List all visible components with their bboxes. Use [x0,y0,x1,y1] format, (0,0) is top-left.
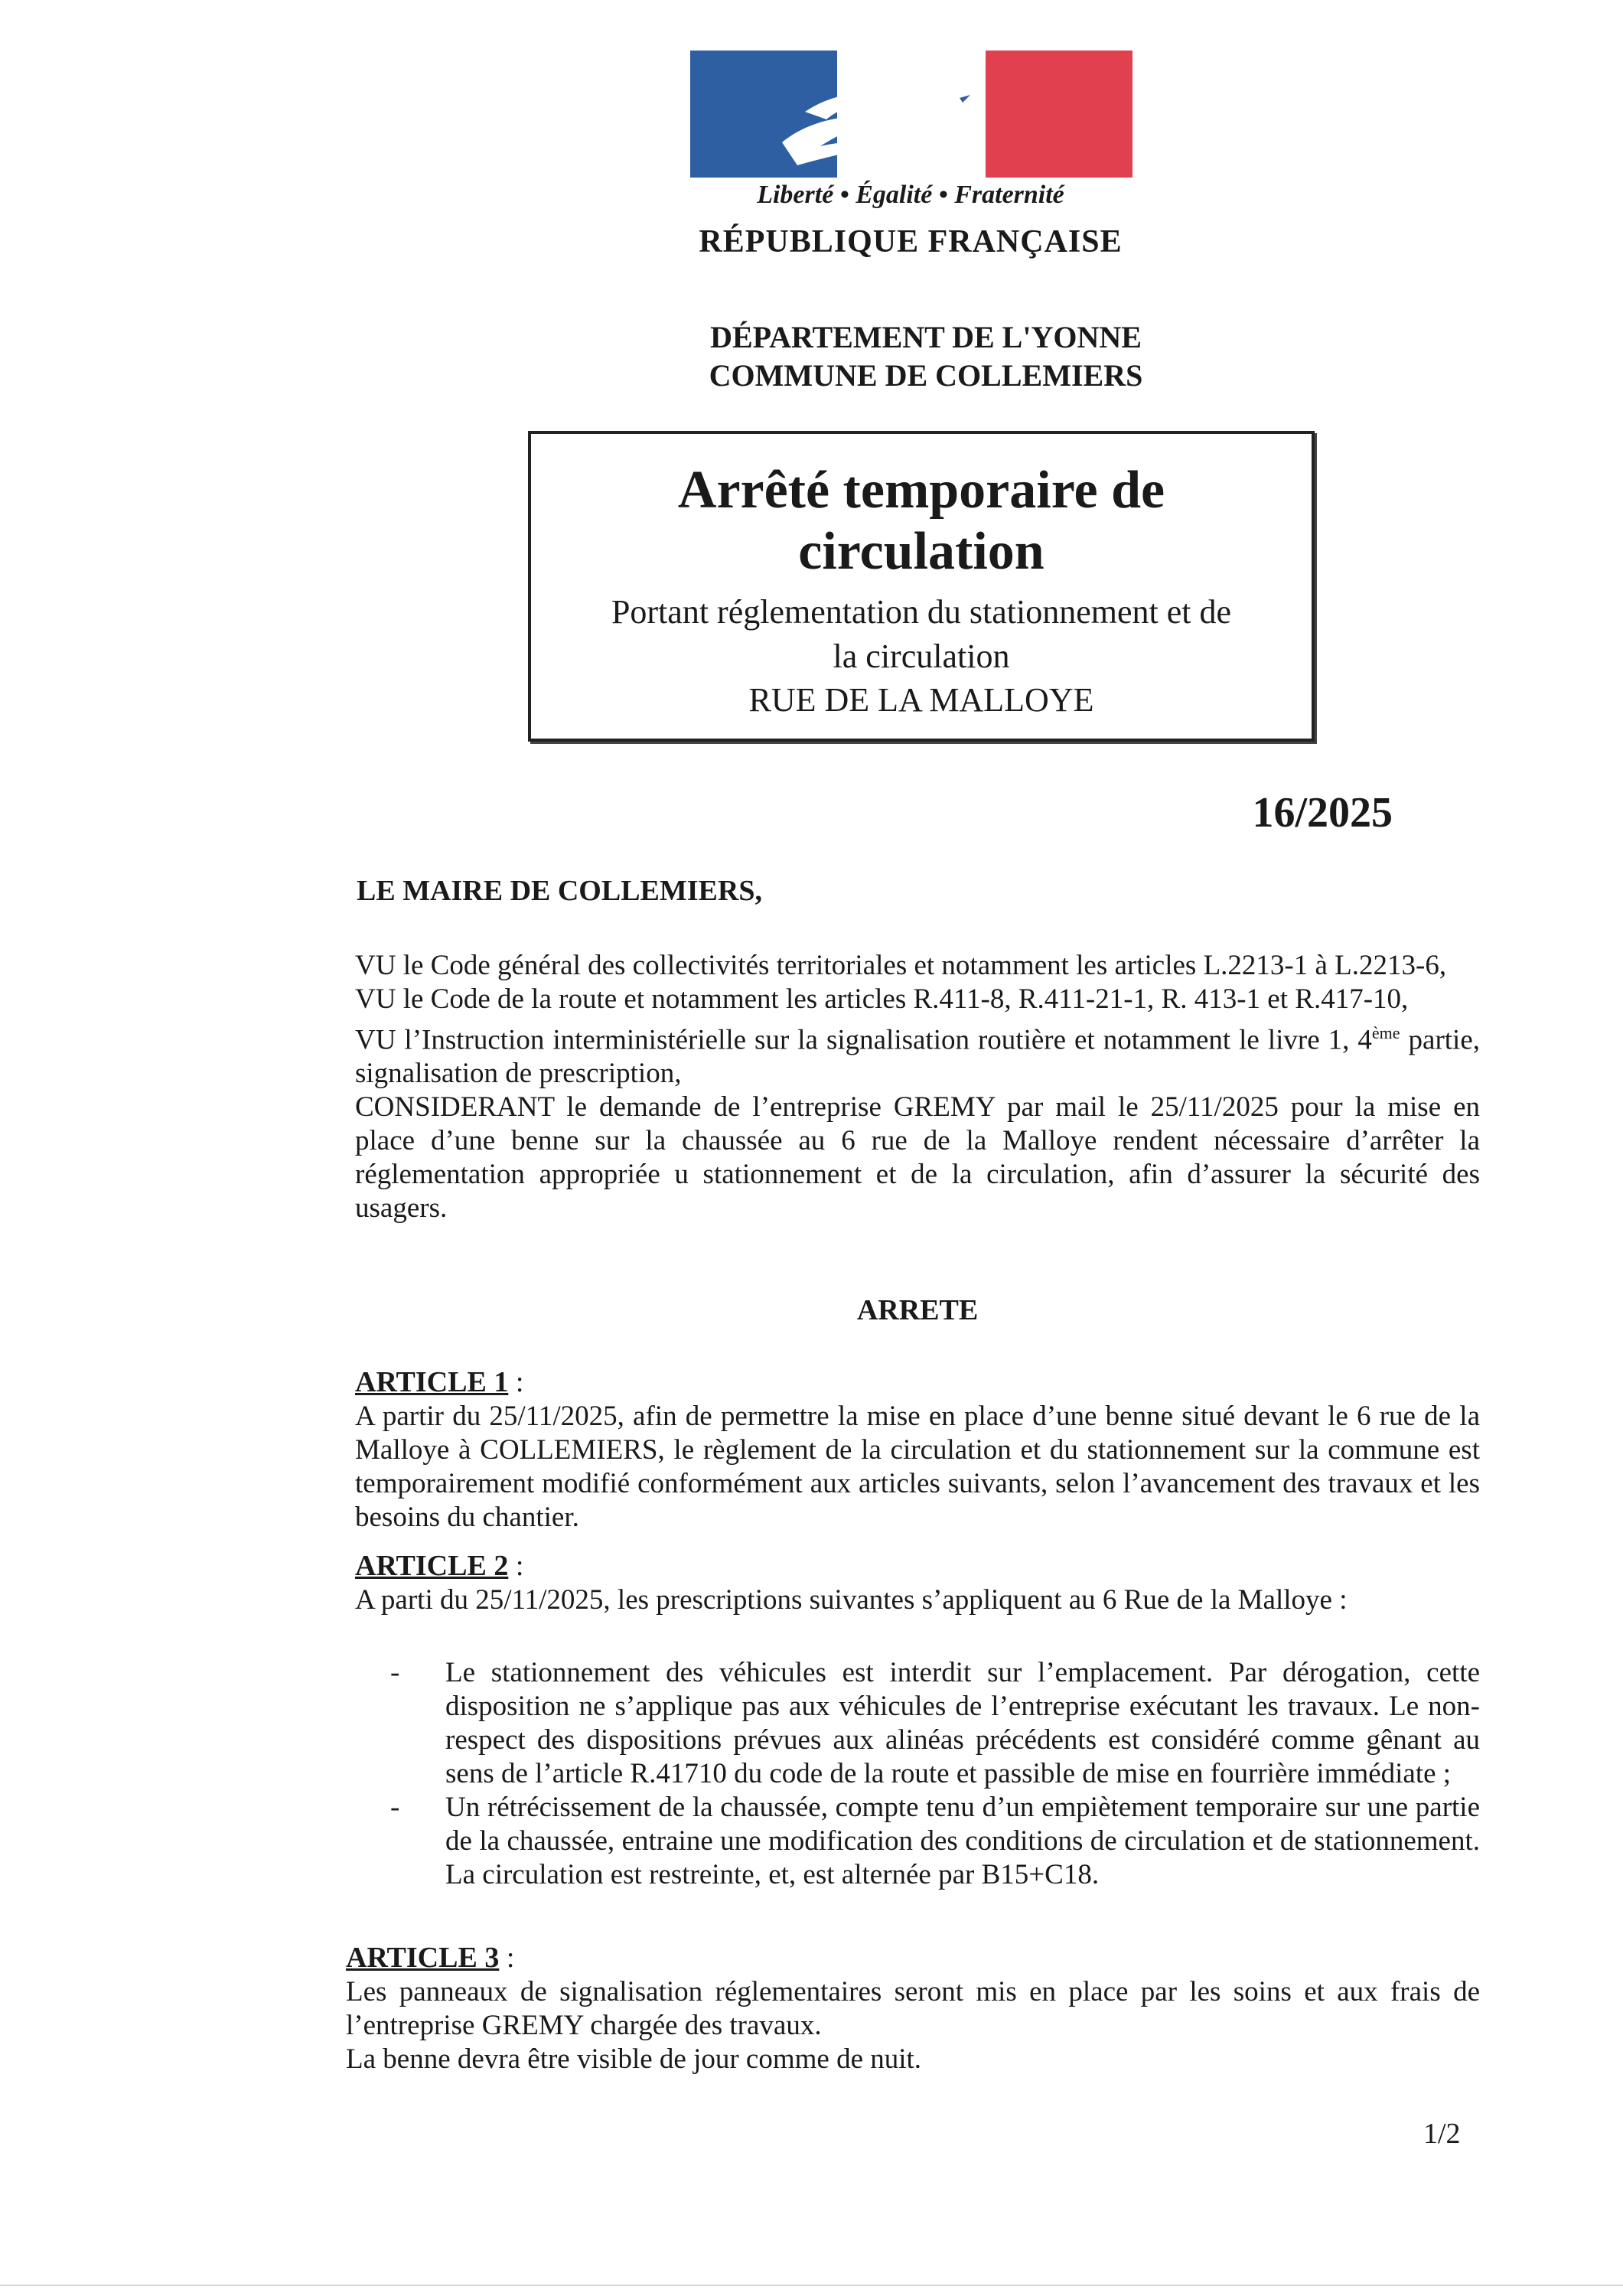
title-box [528,431,1315,742]
article-2-title: ARTICLE 2 [355,1550,509,1582]
title-street: RUE DE LA MALLOYE [748,681,1094,719]
article-2: ARTICLE 2 : A parti du 25/11/2025, les prescriptions suivantes s’appliquent au 6 Rue de la Malloye : [355,1549,1480,1617]
list-item: - Le stationnement des véhicules est interdit sur l’emplacement. Par dérogation, cette disposition ne s’applique pas aux véhicules de l’entreprise exécutant les travaux. Le non-respect des dispositions prévues aux alinéas précédents est considéré comme gênant au sens de l’article R.41710 du code de la route et passible de mise en fourrière immédiate ; [390,1657,1480,1789]
marianne-logo [690,51,1133,178]
signatory: LE MAIRE DE COLLEMIERS, [357,875,762,907]
department-header [582,318,1270,395]
scan-edge-divider [0,2285,1623,2286]
article-3: ARTICLE 3 : Les panneaux de signalisation réglementaires seront mis en place par les soins et aux frais de l’entreprise GREMY chargée des travaux. La benne devra être visible de jour comme de nuit. [346,1942,1480,2075]
considerant: CONSIDERANT le demande de l’entreprise GREMY par mail le 25/11/2025 pour la mise en place d’une benne sur la chaussée au 6 rue de la Malloye rendent nécessaire d’arrêter la réglementation appropriée u stationnement et de la circulation, afin d’assurer la sécurité des usagers. [355,1091,1480,1225]
vu-instruction: VU l’Instruction interministérielle sur la signalisation routière et notamment le livre 1, 4ème partie, signalisation de prescription, [355,1023,1480,1090]
considerations [355,949,1480,1225]
article-2-bullets [390,1656,1480,1892]
decree-number: 16/2025 [1252,789,1393,837]
commune-name: COMMUNE DE COLLEMIERS [709,358,1143,393]
article-1: ARTICLE 1 : A partir du 25/11/2025, afin de permettre la mise en place d’une benne situé devant le 6 rue de la Malloye à COLLEMIERS, le règlement de la circulation et du stationnement sur la commune est temporairement modifié conformément aux articles suivants, selon l’avancement des travaux et les besoins du chantier. [355,1366,1480,1533]
article-3-title: ARTICLE 3 [346,1942,500,1974]
department-name: DÉPARTEMENT DE L'YONNE [710,320,1142,354]
article-3-text: Les panneaux de signalisation réglementaires seront mis en place par les soins et aux frais de l’entreprise GREMY chargée des travaux. [346,1976,1480,2041]
arrete-heading: ARRETE [856,1294,979,1326]
republic-motto: Liberté • Égalité • Fraternité [757,181,1064,209]
vu-code-route: VU le Code de la route et notamment les articles R.411-8, R.411-21-1, R. 413-1 et R.417-10, [355,983,1409,1015]
article-1-title: ARTICLE 1 [355,1366,509,1398]
article-3-text-2: La benne devra être visible de jour comme de nuit. [346,2043,922,2075]
title-sub-line2: la circulation [833,638,1010,675]
article-1-text: A partir du 25/11/2025, afin de permettre la mise en place d’une benne situé devant le 6 rue de la Malloye à COLLEMIERS, le règlement de la circulation et du stationnement sur la commune est temporairement modifié conformément aux articles suivants, selon l’avancement des travaux et les besoins du chantier. [355,1401,1480,1533]
page-number: 1/2 [1423,2118,1461,2150]
title-main-line2: circulation [798,522,1045,581]
title-main [531,460,1312,582]
title-subtitle [531,590,1312,679]
list-item: - Un rétrécissement de la chaussée, compte tenu d’un empiètement temporaire sur une partie de la chaussée, entraine une modification des conditions de circulation et de stationnement. La circulation est restreinte, et, est alternée par B15+C18. [390,1792,1480,1890]
title-sub-line1: Portant réglementation du stationnement et de [611,593,1232,631]
article-2-text: A parti du 25/11/2025, les prescriptions suivantes s’appliquent au 6 Rue de la Malloye : [355,1584,1348,1616]
republic-name: RÉPUBLIQUE FRANÇAISE [699,224,1123,259]
title-main-line1: Arrêté temporaire de [677,461,1165,520]
vu-cgct: VU le Code général des collectivités territoriales et notamment les articles L.2213-1 à L.2213-6, [355,950,1447,981]
